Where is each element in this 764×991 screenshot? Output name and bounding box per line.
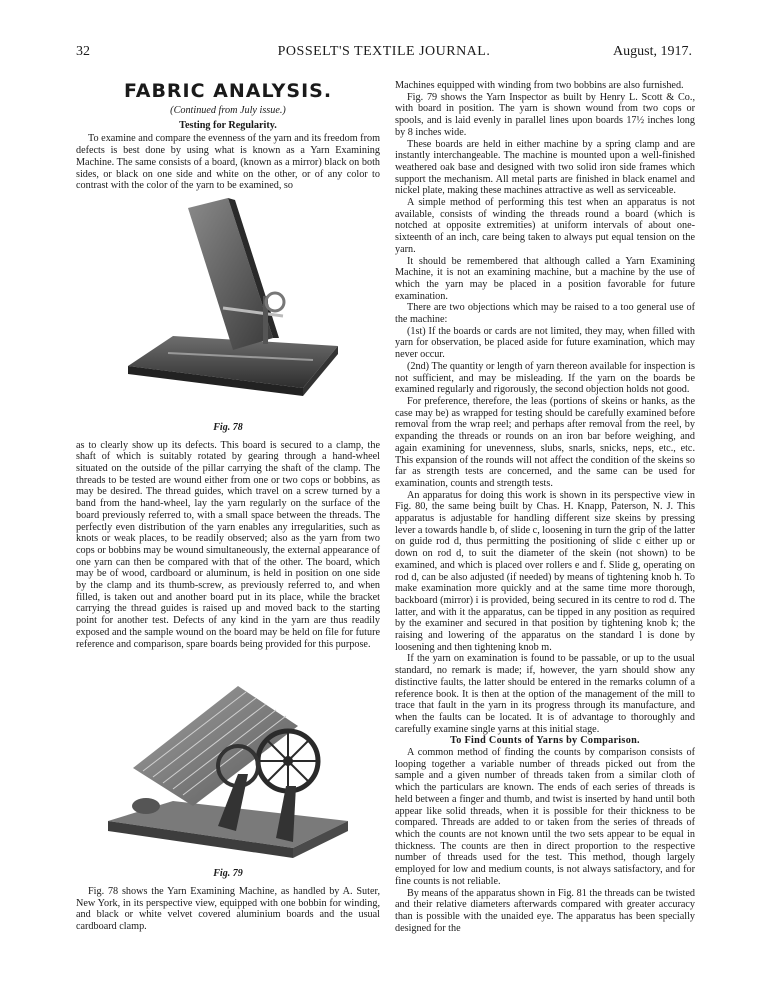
yarn-examining-machine-illustration xyxy=(113,198,343,420)
left-column xyxy=(76,80,380,933)
paragraph: If the yarn on examination is found to be passable, or up to the usual standard, no remark is made; if, however, the yarn should show any distinctive faults, the latter should be entered in the remarks column of a reference book. It is then at the option of the management of the mill to trace that fault in the yarn in its progress through its manufacture, and when the faults can be located. It is of advantage to thoroughly and carefully examine single yarns at this initial stage. xyxy=(395,653,695,735)
section-heading: Testing for Regularity. xyxy=(179,119,277,131)
paragraph: There are two objections which may be raised to a too general use of the machine: xyxy=(395,302,695,326)
paragraph: A common method of finding the counts by comparison consists of looping together a variable number of threads picked out from the sample and a given number of threads taken from a similar cloth of which the particulars are known. The ends of each series of threads is held between a finger and thumb, and twist is inserted by hand until both appear like solid threads, when it is possible for their thickness to be compared. Threads are added to or taken from the series of threads of which the counts are not known until the two sets appear to be equal in thickness. The counts are then in direct proportion to the respective number of threads used for the test. This method, though largely employed for low and medium counts, is not always satisfactory, and for fine counts is not reliable. xyxy=(395,747,695,887)
paragraph: Machines equipped with winding from two bobbins are also furnished. xyxy=(395,80,684,91)
paragraph: For preference, therefore, the leas (portions of skeins or hanks, as the case may be) as wrapped for testing should be carefully examined before removal from the wrap reel; and perhaps after removal from the reel, by expanding the threads or rounds on an iron bar before weighing, and again examining for unevenness, slubs, snarls, snicks, neps, etc., etc. This expansion of the rounds will not affect the condition of the skeins so far as strength tests are concerned, and the same can be used for examination, counts and strength tests. xyxy=(395,395,695,489)
paragraph: A simple method of performing this test when an apparatus is not available, consists of winding the threads round a board (which is notched at opposite extremities) at uniform intervals of about one-sixteenth of an inch, care being taken to always put equal tension on the yarn. xyxy=(395,197,695,255)
paragraph: Fig. 78 shows the Yarn Examining Machine, as handled by A. Suter, New York, in its perspective view, equipped with one bobbin for winding, and black or white velvet covered aluminium boards and the usual cardboard clamp. xyxy=(76,885,380,933)
issue-date: August, 1917. xyxy=(613,44,692,59)
page-header xyxy=(76,44,692,66)
article-title: FABRIC ANALYSIS. xyxy=(123,80,333,102)
paragraph: By means of the apparatus shown in Fig. 81 the threads can be twisted and their relative diameters afterwards compared with greater accuracy than is possible with the unaided eye. The apparatus has been specially designed for the xyxy=(395,887,695,934)
paragraph: Fig. 79 shows the Yarn Inspector as built by Henry L. Scott & Co., with board in position. The yarn is shown wound from two cops or spools, and is laid evenly in parallel lines upon boards 17½ inches long by 8 inches wide. xyxy=(395,91,695,138)
paragraph: It should be remembered that although called a Yarn Examining Machine, it is not an examining machine, but a machine by the use of which the yarn may be placed in a position favorable for future examination. xyxy=(395,255,695,302)
figure-79 xyxy=(98,656,358,866)
paragraph: (1st) If the boards or cards are not limited, they may, when filled with yarn for observation, be placed aside for future examination, which may never occur. xyxy=(395,325,695,361)
yarn-inspector-illustration xyxy=(98,656,358,866)
paragraph: (2nd) The quantity or length of yarn thereon available for inspection is not sufficient, and may be misleading. If the yarn on the boards be examined regularly and rigorously, the second objection holds not good. xyxy=(395,360,695,396)
paragraph: To examine and compare the evenness of the yarn and its freedom from defects is best done by using what is known as a Yarn Examining Machine. The same consists of a board, (known as a mirror) black on both sides, or black on one side and white on the other, or of any color to contrast with the color of the yarn to be examined, so xyxy=(76,133,380,192)
continued-note: (Continued from July issue.) xyxy=(170,105,286,116)
section-heading-2: To Find Counts of Yarns by Comparison. xyxy=(450,735,640,747)
figure-78-caption: Fig. 78 xyxy=(213,421,243,433)
figure-79-caption: Fig. 79 xyxy=(213,868,243,880)
figure-78 xyxy=(113,198,343,420)
journal-title: POSSELT'S TEXTILE JOURNAL. xyxy=(277,44,491,59)
right-column xyxy=(395,80,695,934)
paragraph: An apparatus for doing this work is shown in its perspective view in Fig. 80, the same being built by Chas. H. Knapp, Paterson, N. J. This apparatus is adjustable for handling different size skeins by pressing lever a towards handle b, of slide c, loosening in turn the grip of the latter on guide rod d, thus permitting the positioning of slide c either up or down on rod d, to suit the diameter of the skein (not shown) to be examined, and which is placed over rollers e and f. Slide g, operating on rod d, can be also adjusted (if needed) by means of tightening knob h. To make examination more quickly and at the same time more thorough, backboard (mirror) i is provided, being secured in its centre to rod d. The latter, and with it the apparatus, can be tipped in any position as required by the examiner and secured in that position by tightening knob k; the raising and lowering of the apparatus on the standard l is done by loosening and then tightening knob m. xyxy=(395,489,695,653)
page-number: 32 xyxy=(76,44,90,59)
paragraph: as to clearly show up its defects. This board is secured to a clamp, the shaft of which is suitably rotated by gearing through a hand-wheel situated on the outside of the pillar carrying the shaft of the clamp. The threads to be tested are wound either from one or two cops or bobbins, as may be desired. The thread guides, which travel on a screw turned by a band from the hand-wheel, lay the yarn regularly on the surface of the board previously referred to, with a small space between the threads. The perfectly even distribution of the yarn enables any irregularities, such as knots or weak places, to be readily observed; also as the yarn from two cops or bobbins may be wound simultaneously, the external appearance of one yarn can then be compared with that of the other. The board, which may be of wood, cardboard or aluminum, is held in position on one side by the clamp and its thumb-screw, as previously referred to, and when filled, is taken out and another board put in its place, while the bracket carrying the thread guides is raised up and moved back to the starting point for another test. Defects of any kind in the yarn are thus readily exposed and the sample wound on the board may be held on file for future reference and comparison, spare boards being provided for this purpose. xyxy=(76,439,380,650)
paragraph: These boards are held in either machine by a spring clamp and are instantly interchangeable. The machine is mounted upon a well-finished weathered oak base and designed with two solid iron side frames which support the mechanism. All metal parts are finished in black enamel and nickel plate, making these machines attractive as well as serviceable. xyxy=(395,138,695,197)
